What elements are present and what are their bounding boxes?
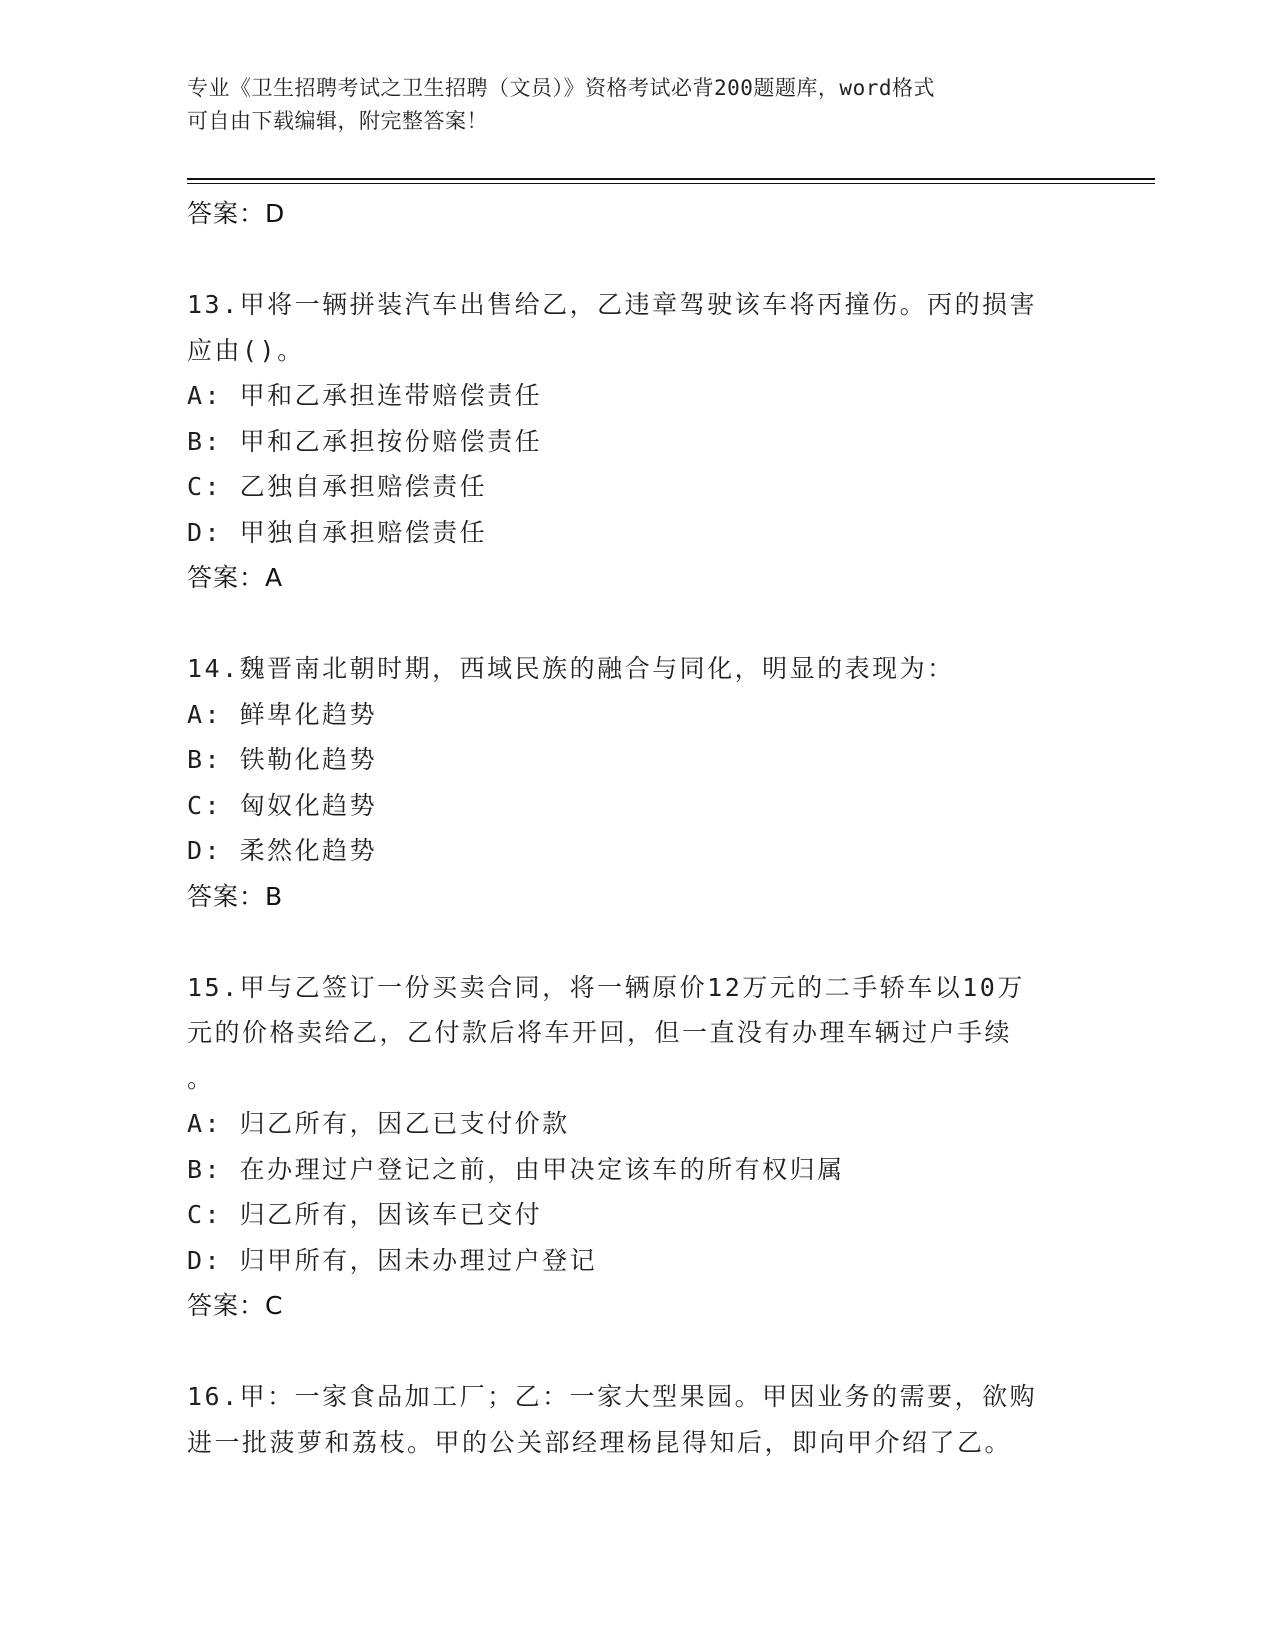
question-stem-line: 14.魏晋南北朝时期，西域民族的融合与同化，明显的表现为： [187, 654, 955, 683]
question-stem-line: 。 [187, 1063, 215, 1093]
option-d: D: 柔然化趋势 [187, 836, 378, 865]
document-header [187, 72, 1087, 138]
question-stem-line: 进一批菠萝和荔枝。甲的公关部经理杨昆得知后，即向甲介绍了乙。 [187, 1427, 1013, 1457]
question-list [187, 191, 1087, 1465]
option-b: B: 铁勒化趋势 [187, 745, 378, 774]
answer-line: 答案：A [187, 563, 284, 592]
question-block [187, 282, 1087, 601]
question-stem-line: 应由()。 [187, 335, 305, 365]
answer-line: 答案：D [187, 199, 286, 228]
answer-line: 答案：B [187, 881, 284, 911]
question-block [187, 1374, 1087, 1465]
option-c: C: 乙独自承担赔偿责任 [187, 472, 488, 501]
question-stem-line: 16.甲：一家食品加工厂；乙：一家大型果园。甲因业务的需要，欲购 [187, 1382, 1038, 1411]
question-block [187, 646, 1087, 919]
question-block [187, 965, 1087, 1329]
question-stem-line: 15.甲与乙签订一份买卖合同，将一辆原价12万元的二手轿车以10万 [187, 972, 1025, 1002]
option-b: B: 甲和乙承担按份赔偿责任 [187, 426, 543, 456]
header-divider-thick [187, 178, 1155, 180]
option-c: C: 归乙所有，因该车已交付 [187, 1200, 543, 1229]
spacer [187, 601, 1087, 647]
option-d: D: 甲独自承担赔偿责任 [187, 517, 488, 547]
question-stem-line: 元的价格卖给乙，乙付款后将车开回，但一直没有办理车辆过户手续 [187, 1018, 1013, 1047]
answer-line: 答案：C [187, 1291, 284, 1320]
option-c: C: 匈奴化趋势 [187, 790, 378, 820]
header-divider-thin [187, 183, 1155, 184]
option-b: B: 在办理过户登记之前，由甲决定该车的所有权归属 [187, 1154, 845, 1184]
spacer [187, 1329, 1087, 1375]
spacer [187, 237, 1087, 283]
question-stem-line: 13.甲将一辆拼装汽车出售给乙，乙违章驾驶该车将丙撞伤。丙的损害 [187, 290, 1038, 319]
header-line-2: 可自由下载编辑，附完整答案！ [187, 109, 488, 133]
option-d: D: 归甲所有，因未办理过户登记 [187, 1245, 598, 1275]
option-a: A: 归乙所有，因乙已支付价款 [187, 1109, 570, 1138]
spacer [187, 919, 1087, 965]
header-line-1: 专业《卫生招聘考试之卫生招聘（文员）》资格考试必背200题题库，word格式 [187, 76, 935, 100]
option-a: A: 鲜卑化趋势 [187, 699, 378, 729]
option-a: A: 甲和乙承担连带赔偿责任 [187, 381, 543, 410]
